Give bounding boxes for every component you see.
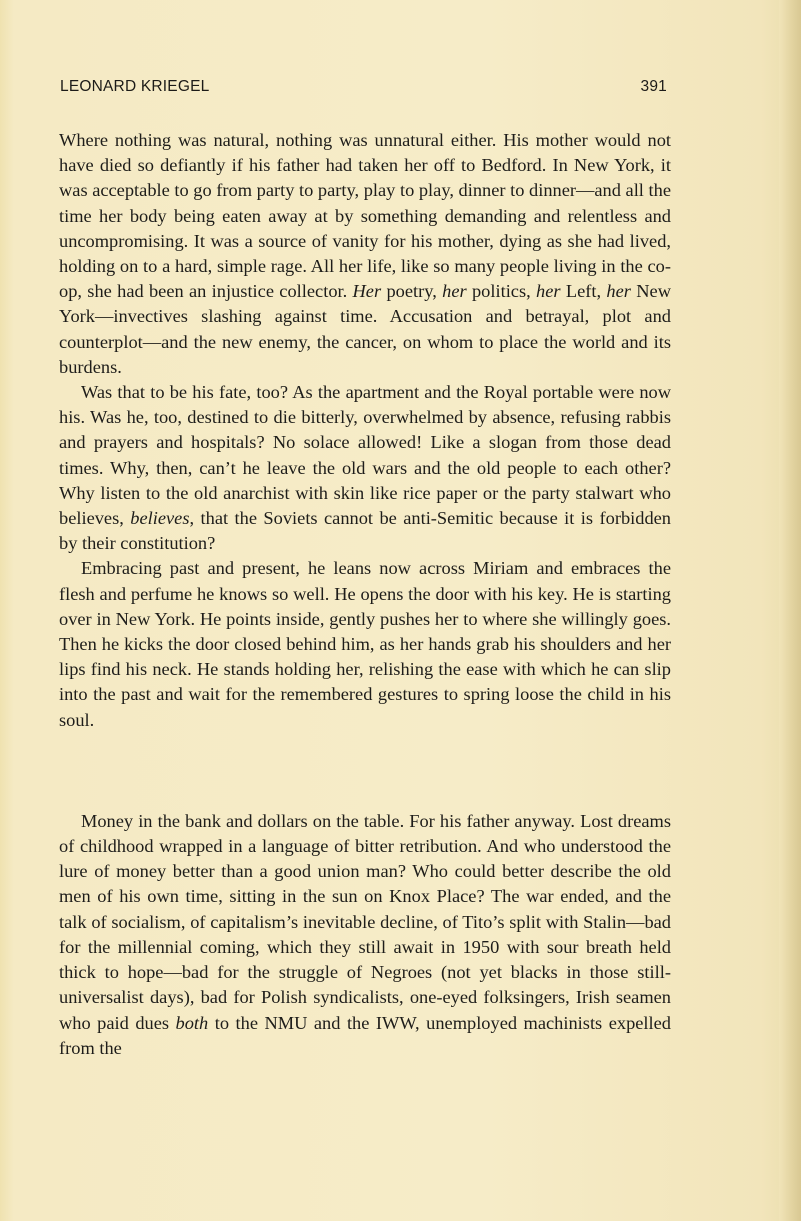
page-number: 391 [640,78,667,95]
paragraph-2 [59,380,671,556]
running-head [60,78,667,100]
text-run: Money in the bank and dollars on the table. For his father anyway. Lost dreams of childhood wrapped in a language of bitter retribution. And who understood the lure of money better than a good union man? Who could better describe the old men of his own time, sitting in the sun on Knox Place? The war ended, and the talk of socialism, of capitalism’s inevitable decline, of Tito’s split with Stalin—bad for the millennial coming, which they still await in 1950 with sour breath held thick to hope—bad for the struggle of Negroes (not yet blacks in those still-universalist days), bad for Polish syndicalists, one-eyed folksingers, Irish seamen who paid dues [59,810,671,1033]
text-run: New York—invectives slashing against time. Accusation and betrayal, plot and counterplot—and the new enemy, the cancer, on whom to place the world and its burdens. [59,281,671,377]
paragraph-1 [59,128,671,380]
italic-her: her [536,281,561,302]
italic-her: her [606,281,631,302]
italic-both: both [175,1012,209,1033]
paragraph-4 [59,809,671,1061]
paragraph-3: Embracing past and present, he leans now across Miriam and embraces the flesh and perfume he knows so well. He opens the door with his key. He is starting over in New York. He points inside, gently pushes her to where she willingly goes. Then he kicks the door closed behind him, as her hands grab his shoulders and her lips find his neck. He stands holding her, relishing the ease with which he can slip into the past and wait for the remembered gestures to spring loose the child in his soul. [59,558,671,730]
section-break [59,733,671,809]
italic-her: Her [352,281,382,302]
text-run: , that the Soviets cannot be anti-Semitic because it is forbidden by their constitution? [59,508,671,554]
text-run: poetry, [381,281,443,302]
italic-believes: believes [130,508,190,529]
italic-her: her [442,281,467,302]
page-spine-shadow [779,0,801,1221]
text-run: politics, [466,281,537,302]
running-head-author: LEONARD KRIEGEL [60,78,210,95]
body-text [59,128,671,1061]
text-run: Was that to be his fate, too? As the apartment and the Royal portable were now his. Was he, too, destined to die bitterly, overwhelmed by absence, refusing rabbis and prayers and hospitals? No solace allowed! Like a slogan from those dead times. Why, then, can’t he leave the old wars and the old people to each other? Why listen to the old anarchist with skin like rice paper or the party stalwart who believes, [59,382,671,529]
text-run: Left, [560,281,607,302]
text-run: to the NMU and the IWW, unemployed machinists expelled from the [59,1012,671,1058]
text-run: Where nothing was natural, nothing was unnatural either. His mother would not have died so defiantly if his father had taken her off to Bedford. In New York, it was acceptable to go from party to party, play to play, dinner to dinner—and all the time her body being eaten away at by something demanding and relentless and uncompromising. It was a source of vanity for his mother, dying as she had lived, holding on to a hard, simple rage. All her life, like so many people living in the co-op, she had been an injustice collector. [59,130,671,302]
